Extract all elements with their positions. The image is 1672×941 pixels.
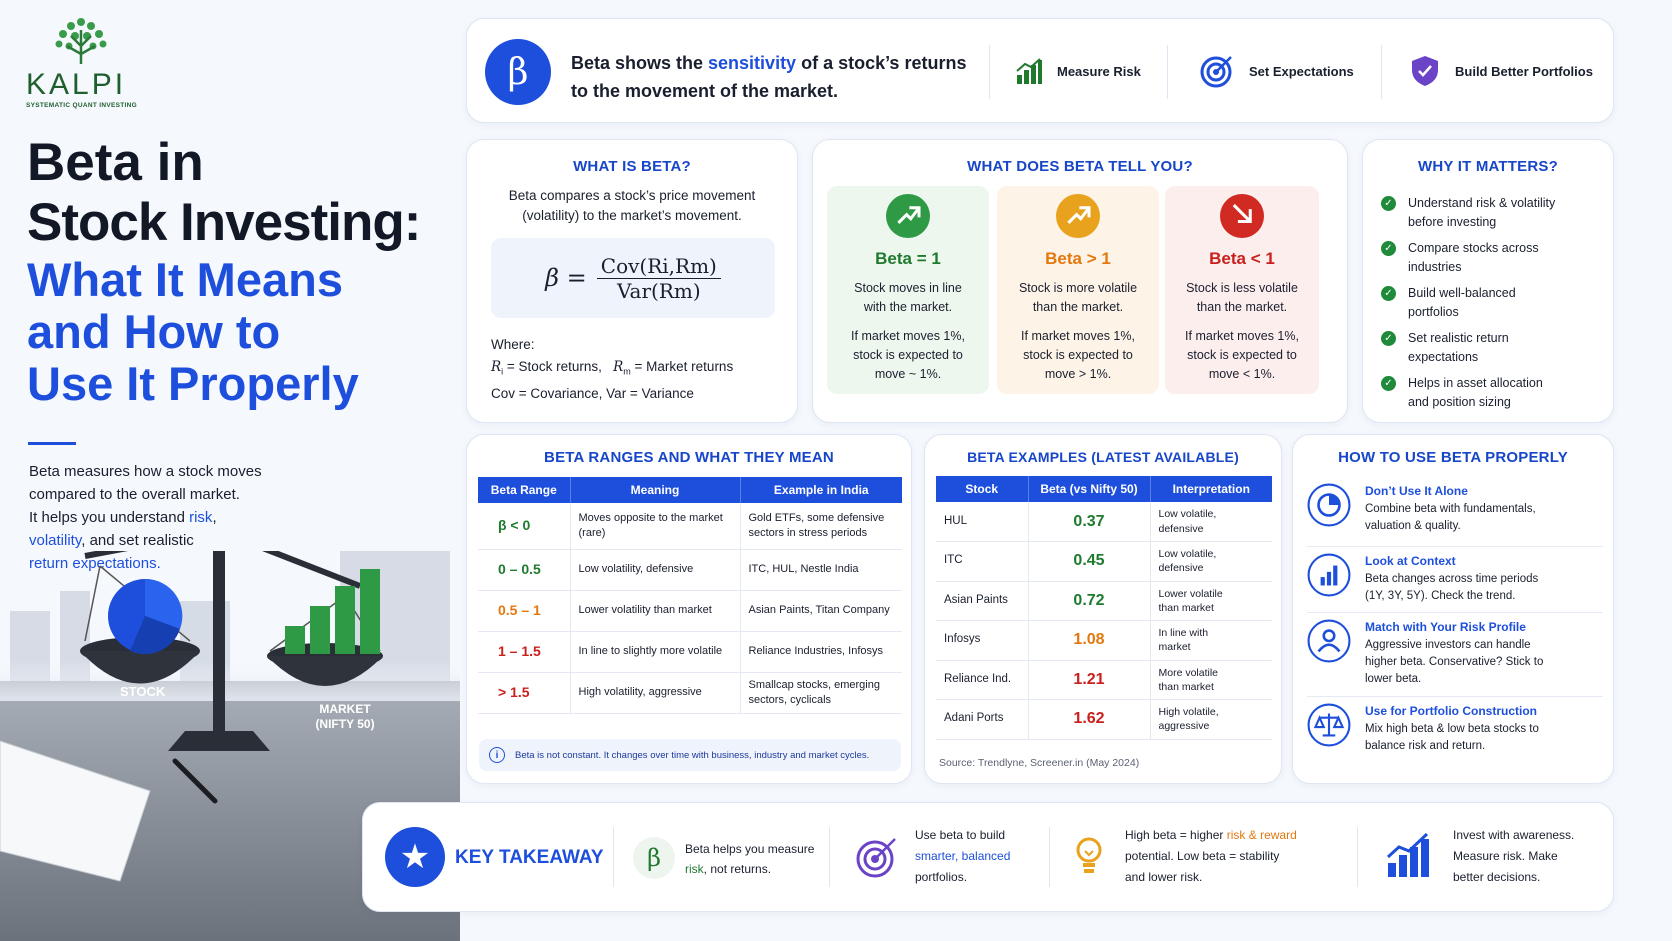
column-header: Meaning <box>570 477 740 503</box>
beta-value-cell: 1.62 <box>1028 700 1150 740</box>
banner-item-measure-risk <box>1015 57 1141 85</box>
trend-down-icon <box>1220 194 1264 238</box>
bar-chart-icon <box>1015 57 1043 85</box>
interpretation-cell: Low volatile, defensive <box>1150 502 1272 542</box>
stock-cell: Asian Paints <box>936 581 1028 621</box>
top-banner <box>466 18 1614 123</box>
title-line: Stock Investing: <box>27 193 421 252</box>
section-title: HOW TO USE BETA PROPERLY <box>1338 449 1568 466</box>
takeaway-item: High beta = higher risk & reward potential. Low beta = stability and lower risk. <box>1125 828 1297 884</box>
interpretation-cell: High volatile, aggressive <box>1150 700 1272 740</box>
ranges-table <box>478 477 902 714</box>
check-icon: ✓ <box>1381 331 1396 346</box>
range-cell: 0 – 0.5 <box>478 549 570 590</box>
banner-item-set-expectations <box>1199 53 1354 89</box>
banner-text: Beta shows the sensitivity of a stock’s returns to the movement of the market. <box>571 53 967 101</box>
beta-scenario-card: Beta < 1 Stock is less volatile than the market. If market moves 1%, stock is expected to move < 1%. <box>1165 186 1319 394</box>
info-icon: i <box>489 747 505 763</box>
what-is-beta-card <box>466 139 798 423</box>
pie-chart-icon <box>1307 483 1351 527</box>
range-cell: 0.5 – 1 <box>478 590 570 631</box>
key-takeaway-bar <box>362 802 1614 912</box>
beta-scenario-card: Beta > 1 Stock is more volatile than the market. If market moves 1%, stock is expected to move > 1%. <box>997 186 1159 394</box>
banner-item-label: Build Better Portfolios <box>1455 63 1593 79</box>
banner-item-label: Set Expectations <box>1249 63 1354 79</box>
how-to-use-card <box>1292 434 1614 784</box>
takeaway-divider <box>829 827 830 887</box>
column-header: Stock <box>936 476 1028 502</box>
example-cell: Smallcap stocks, emerging sectors, cyclicals <box>740 672 902 713</box>
source-note: Source: Trendlyne, Screener.in (May 2024) <box>939 757 1140 769</box>
column-header: Beta Range <box>478 477 570 503</box>
column-header: Beta (vs Nifty 50) <box>1028 476 1150 502</box>
section-title: WHAT DOES BETA TELL YOU? <box>967 158 1193 175</box>
ranges-note: i Beta is not constant. It changes over time with business, industry and market cycles. <box>479 739 901 771</box>
intro-text: Beta measures how a stock moves compared to the overall market. It helps you understand risk, volatility, and set realistic return expectations. <box>29 463 262 572</box>
how-item: Don’t Use It Alone Combine beta with fundamentals, valuation & quality. <box>1307 481 1603 547</box>
target-icon <box>1199 53 1235 89</box>
why-item: ✓ Set realistic return expectations <box>1381 329 1601 367</box>
interpretation-cell: Low volatile, defensive <box>1150 542 1272 582</box>
star-icon: ★ <box>385 827 445 887</box>
interpretation-cell: Lower volatile than market <box>1150 581 1272 621</box>
beta-tells-card <box>812 139 1348 423</box>
lightbulb-icon <box>1073 835 1105 877</box>
why-item: ✓ Helps in asset allocation and position sizing <box>1381 374 1601 412</box>
trend-up-icon <box>886 194 930 238</box>
meaning-cell: Low volatility, defensive <box>570 549 740 590</box>
scale-icon <box>1307 703 1351 747</box>
stock-cell: Adani Ports <box>936 700 1028 740</box>
interpretation-cell: More volatile than market <box>1150 660 1272 700</box>
meaning-cell: Lower volatility than market <box>570 590 740 631</box>
stock-cell: Infosys <box>936 621 1028 661</box>
why-list <box>1381 194 1601 419</box>
scale-label-market: MARKET (NIFTY 50) <box>315 702 375 731</box>
brand-logo <box>26 16 136 108</box>
how-item: Look at Context Beta changes across time periods (1Y, 3Y, 5Y). Check the trend. <box>1307 547 1603 613</box>
how-list <box>1307 481 1603 763</box>
examples-table <box>936 476 1272 740</box>
brand-name: KALPI <box>26 68 127 101</box>
banner-divider <box>1381 45 1382 99</box>
meaning-cell: High volatility, aggressive <box>570 672 740 713</box>
brand-tagline: SYSTEMATIC QUANT INVESTING <box>26 102 137 109</box>
how-item: Use for Portfolio Construction Mix high beta & low beta stocks to balance risk and return. <box>1307 697 1603 763</box>
banner-item-label: Measure Risk <box>1057 63 1141 79</box>
beta-value-cell: 1.21 <box>1028 660 1150 700</box>
table-row <box>936 700 1272 740</box>
example-cell: Reliance Industries, Infosys <box>740 631 902 672</box>
why-item: ✓ Understand risk & volatility before investing <box>1381 194 1601 232</box>
beta-value-cell: 1.08 <box>1028 621 1150 661</box>
range-cell: β < 0 <box>478 503 570 549</box>
beta-value-cell: 0.72 <box>1028 581 1150 621</box>
why-item: ✓ Compare stocks across industries <box>1381 239 1601 277</box>
takeaway-divider <box>613 827 614 887</box>
section-title: WHY IT MATTERS? <box>1418 158 1558 175</box>
takeaway-divider <box>1049 827 1050 887</box>
beta-examples-card <box>924 434 1282 784</box>
example-cell: Gold ETFs, some defensive sectors in stress periods <box>740 503 902 549</box>
range-cell: > 1.5 <box>478 672 570 713</box>
section-title: WHAT IS BETA? <box>573 158 691 175</box>
scenario-label: Beta = 1 <box>875 249 941 268</box>
takeaway-item: Invest with awareness. Measure risk. Make better decisions. <box>1453 828 1575 884</box>
section-title: BETA EXAMPLES (LATEST AVAILABLE) <box>967 449 1239 465</box>
banner-item-build-portfolios <box>1411 55 1593 87</box>
page-title <box>27 133 421 412</box>
formula-legend: Where: $R_i$ = Stock returns, $R_m$ = Market returns Cov = Covariance, Var = Variance <box>491 337 734 401</box>
section-title: BETA RANGES AND WHAT THEY MEAN <box>544 449 834 466</box>
takeaway-divider <box>1357 827 1358 887</box>
check-icon: ✓ <box>1381 376 1396 391</box>
banner-divider <box>1167 45 1168 99</box>
column-header: Interpretation <box>1150 476 1272 502</box>
how-item: Match with Your Risk Profile Aggressive investors can handle higher beta. Conservative? Stick to lower beta. <box>1307 613 1603 697</box>
check-icon: ✓ <box>1381 286 1396 301</box>
beta-scenario-card: Beta = 1 Stock moves in line with the market. If market moves 1%, stock is expected to move ~ 1%. <box>827 186 989 394</box>
beta-formula: β = Cov(Ri,Rm) Var(Rm) <box>491 238 775 318</box>
beta-ranges-card <box>466 434 912 784</box>
scenario-label: Beta < 1 <box>1209 249 1275 268</box>
table-row <box>936 502 1272 542</box>
bar-chart-icon <box>1307 553 1351 597</box>
stock-cell: Reliance Ind. <box>936 660 1028 700</box>
takeaway-title: KEY TAKEAWAY <box>455 847 604 868</box>
target-icon <box>855 835 899 879</box>
title-divider <box>28 442 76 445</box>
meaning-cell: In line to slightly more volatile <box>570 631 740 672</box>
title-line: Use It Properly <box>27 357 359 410</box>
beta-value-cell: 0.37 <box>1028 502 1150 542</box>
title-line: Beta in <box>27 133 204 192</box>
scale-label-stock: STOCK <box>120 684 166 699</box>
tree-logo-icon <box>51 16 111 66</box>
user-icon <box>1307 619 1351 663</box>
trend-up-icon <box>1056 194 1100 238</box>
why-matters-card <box>1362 139 1614 423</box>
growth-chart-icon <box>1385 831 1433 879</box>
table-row <box>936 660 1272 700</box>
stock-cell: ITC <box>936 542 1028 582</box>
table-row <box>478 631 902 672</box>
takeaway-item: Use beta to build smarter, balanced portfolios. <box>915 828 1011 884</box>
range-cell: 1 – 1.5 <box>478 631 570 672</box>
table-row <box>936 542 1272 582</box>
interpretation-cell: In line with market <box>1150 621 1272 661</box>
example-cell: Asian Paints, Titan Company <box>740 590 902 631</box>
table-row <box>478 503 902 549</box>
title-line: and How to <box>27 305 281 358</box>
why-item: ✓ Build well-balanced portfolios <box>1381 284 1601 322</box>
table-row <box>478 549 902 590</box>
stock-cell: HUL <box>936 502 1028 542</box>
check-icon: ✓ <box>1381 196 1396 211</box>
beta-badge-icon: β <box>485 39 551 105</box>
what-description: Beta compares a stock’s price movement (volatility) to the market’s movement. <box>508 188 756 223</box>
table-row <box>478 590 902 631</box>
beta-value-cell: 0.45 <box>1028 542 1150 582</box>
banner-divider <box>989 45 990 99</box>
title-line: What It Means <box>27 253 343 306</box>
check-icon: ✓ <box>1381 241 1396 256</box>
table-row <box>936 581 1272 621</box>
scenario-label: Beta > 1 <box>1045 249 1111 268</box>
shield-icon <box>1411 55 1439 87</box>
table-row <box>936 621 1272 661</box>
table-row <box>478 672 902 713</box>
meaning-cell: Moves opposite to the market (rare) <box>570 503 740 549</box>
example-cell: ITC, HUL, Nestle India <box>740 549 902 590</box>
column-header: Example in India <box>740 477 902 503</box>
beta-icon: β <box>633 837 675 879</box>
takeaway-item: Beta helps you measure risk, not returns. <box>685 842 815 876</box>
